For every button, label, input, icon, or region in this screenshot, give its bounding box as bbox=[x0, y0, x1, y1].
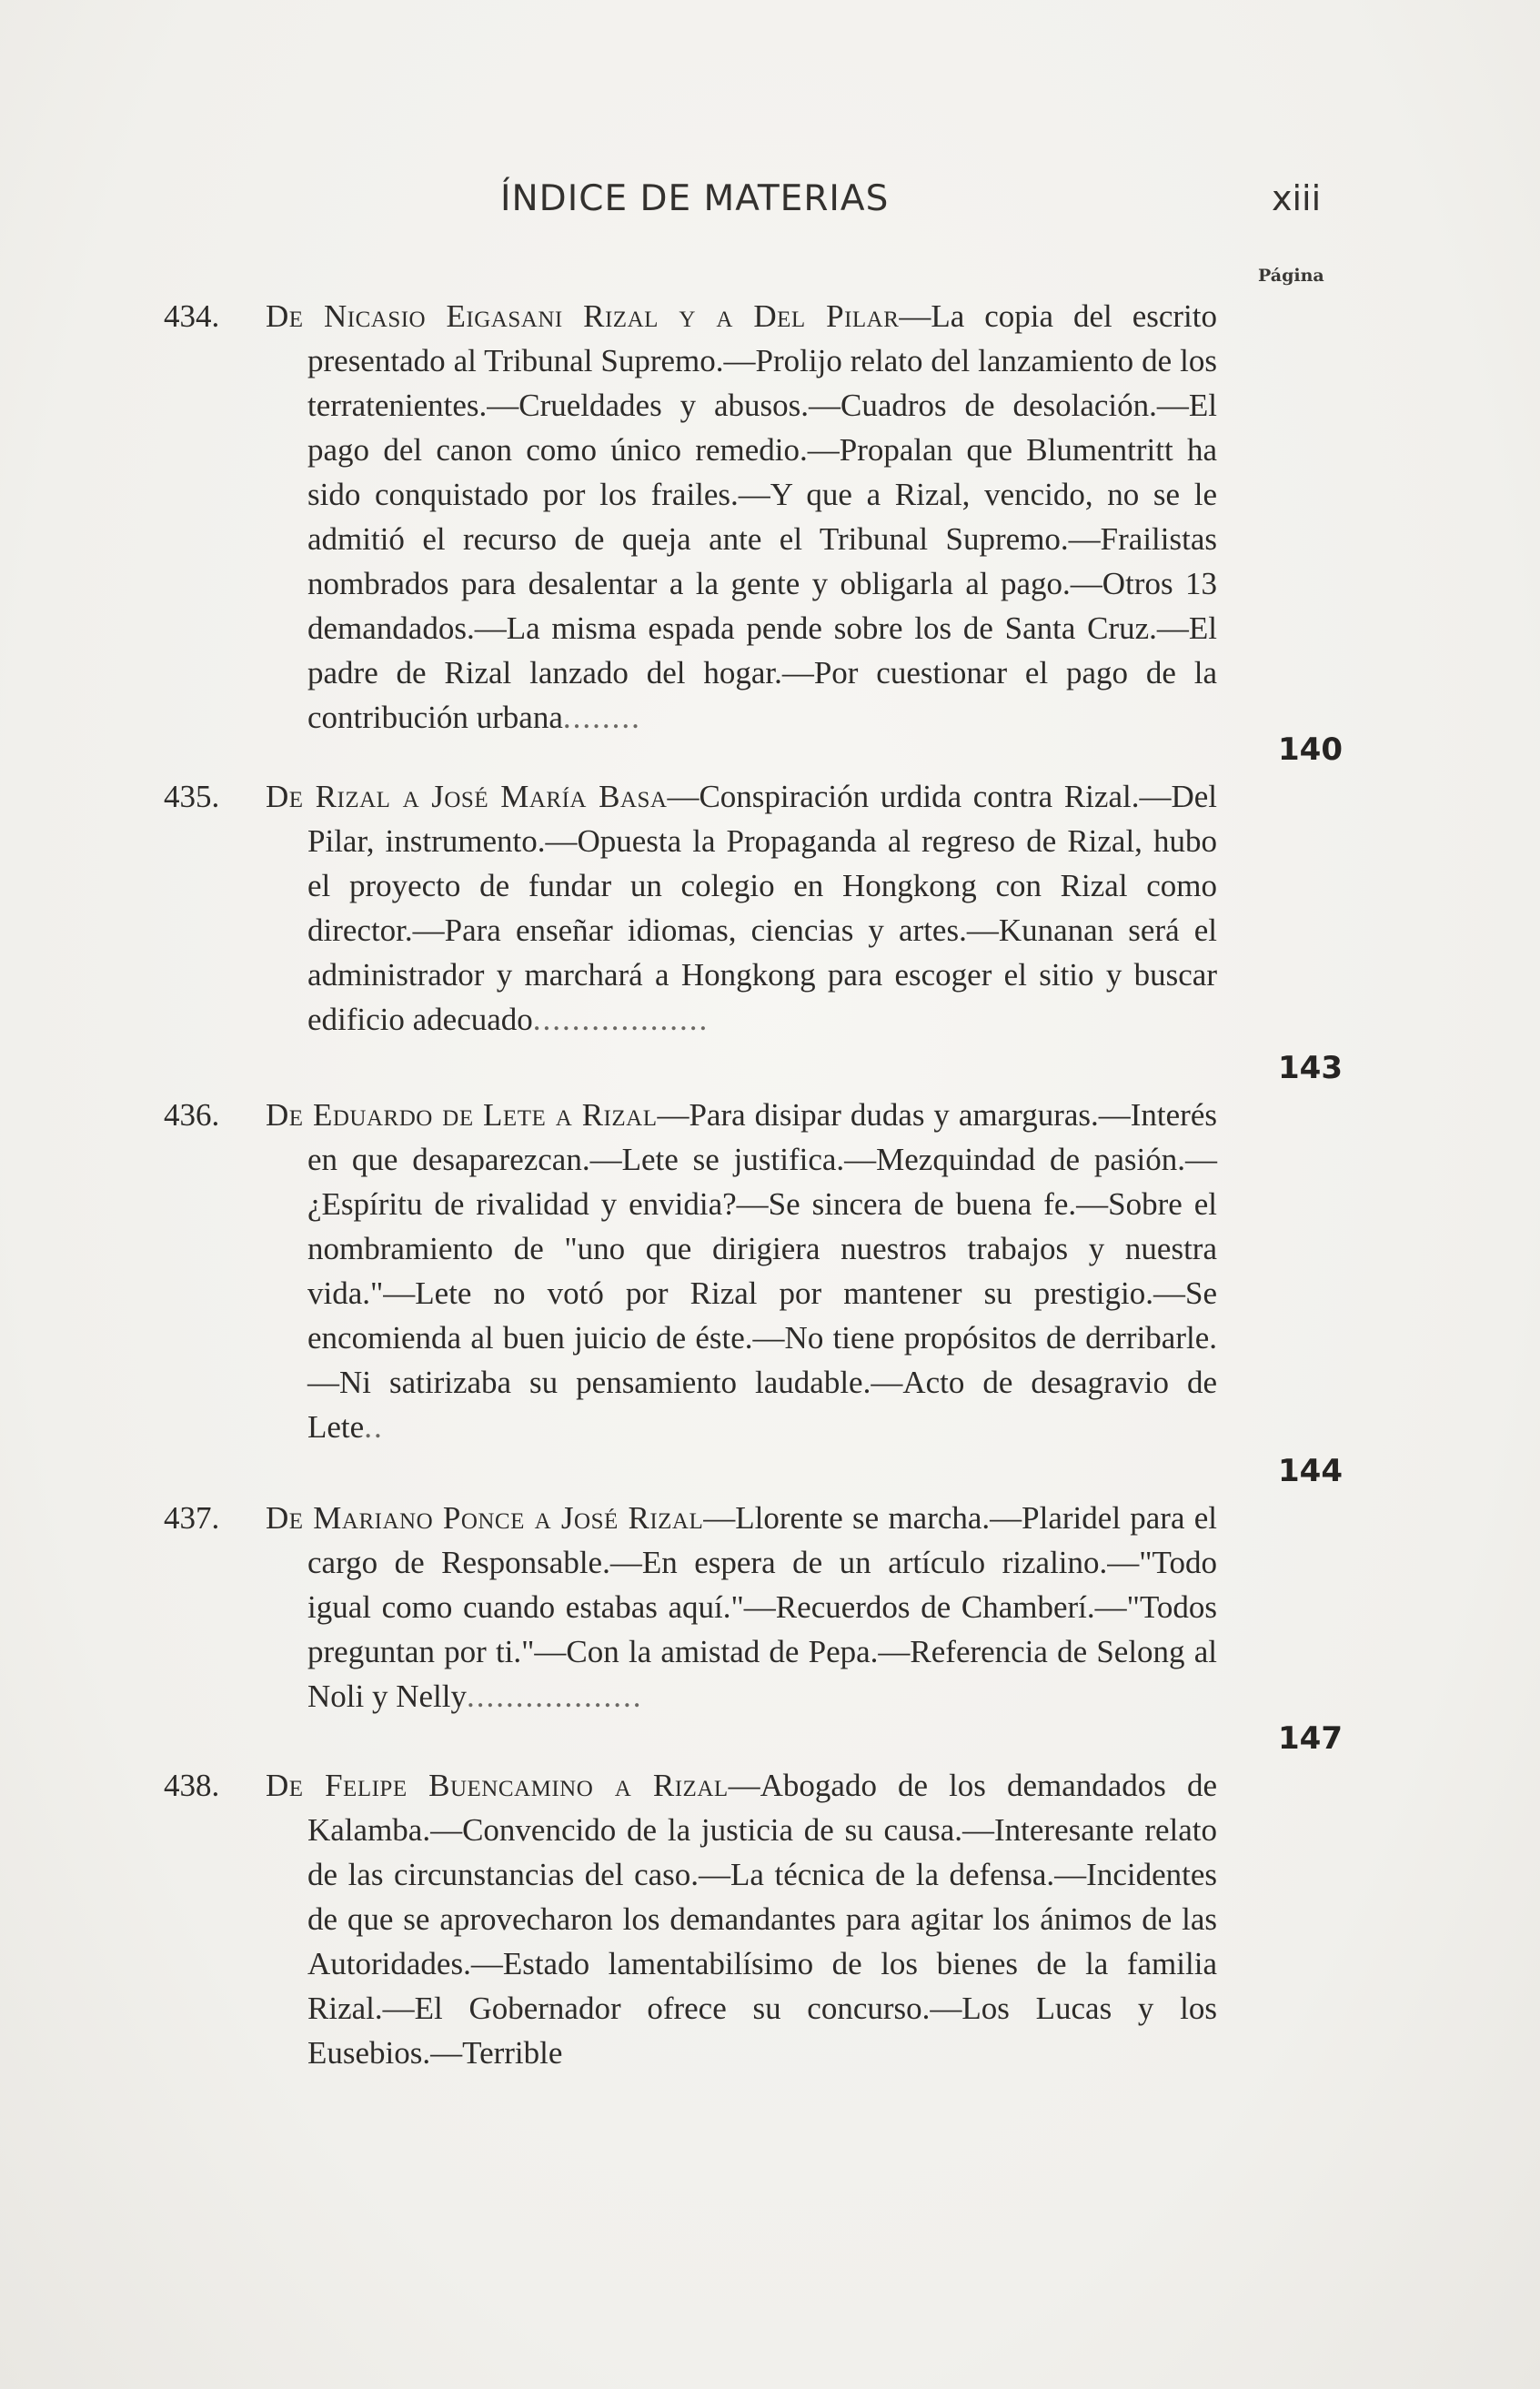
entry-number: 436. bbox=[164, 1097, 220, 1133]
entry-text bbox=[266, 774, 1217, 1042]
entry-description: —Llorente se marcha.—Plaridel para el cargo de Responsable.—En espera de un artículo rizalino.—"Todo igual como cuando estabas aquí."—Recuerdos de Chamberí.—"Todos preguntan por ti."—Con la amistad de Pepa.—Referencia de Selong al Noli y Nelly bbox=[307, 1500, 1217, 1714]
entry-heading: De Eduardo de Lete a Rizal bbox=[266, 1097, 658, 1133]
entry-number: 434. bbox=[164, 298, 220, 334]
dot-leader: .. bbox=[364, 1409, 384, 1445]
index-entry bbox=[0, 1763, 1540, 2075]
entry-heading: De Felipe Buencamino a Rizal bbox=[266, 1768, 729, 1803]
entry-page-number: 144 bbox=[1278, 1453, 1343, 1489]
entry-text bbox=[266, 294, 1217, 740]
dot-leader: .................. bbox=[532, 1002, 710, 1037]
dot-leader: ........ bbox=[562, 700, 641, 735]
index-entries bbox=[0, 294, 1540, 2075]
running-header bbox=[0, 178, 1540, 233]
entry-text bbox=[266, 1093, 1217, 1449]
entry-number: 435. bbox=[164, 779, 220, 814]
entry-page-number: 140 bbox=[1278, 731, 1343, 768]
entry-page-number: 147 bbox=[1278, 1720, 1343, 1757]
page-number: xiii bbox=[1272, 178, 1322, 218]
dot-leader: .................. bbox=[466, 1678, 643, 1714]
entry-description: —La copia del escrito presentado al Tribunal Supremo.—Prolijo relato del lanzamiento de los terratenientes.—Crueldades y abusos.—Cuadros de desolación.—El pago del canon como único remedio.—Propalan que Blumentritt ha sido conquistado por los frailes.—Y que a Rizal, vencido, no se le admitió el recurso de queja ante el Tribunal Supremo.—Frailistas nombrados para desalentar a la gente y obligarla al pago.—Otros 13 demandados.—La misma espada pende sobre los de Santa Cruz.—El padre de Rizal lanzado del hogar.—Por cuestionar el pago de la contribución urbana bbox=[307, 298, 1217, 735]
entry-number: 438. bbox=[164, 1768, 220, 1803]
page-column-label: Página bbox=[1258, 266, 1324, 286]
entry-description: —Para disipar dudas y amarguras.—Interés en que desaparezcan.—Lete se justifica.—Mezquindad de pasión.—¿Espíritu de rivalidad y envidia?—Se sincera de buena fe.—Sobre el nombramiento de "uno que dirigiera nuestros trabajos y nuestra vida."—Lete no votó por Rizal por mantener su prestigio.—Se encomienda al buen juicio de éste.—No tiene propósitos de derribarle.—Ni satirizaba su pensamiento laudable.—Acto de desagravio de Lete bbox=[307, 1097, 1217, 1445]
page-title: ÍNDICE DE MATERIAS bbox=[500, 178, 890, 219]
entry-description: —Conspiración urdida contra Rizal.—Del Pilar, instrumento.—Opuesta la Propaganda al regreso de Rizal, hubo el proyecto de fundar un colegio en Hongkong con Rizal como director.—Para enseñar idiomas, ciencias y artes.—Kunanan será el administrador y marchará a Hongkong para escoger el sitio y buscar edificio adecuado bbox=[307, 779, 1217, 1037]
index-entry bbox=[0, 774, 1540, 1093]
entry-heading: De Nicasio Eigasani Rizal y a Del Pilar bbox=[266, 298, 900, 334]
entry-text bbox=[266, 1496, 1217, 1719]
index-entry bbox=[0, 1093, 1540, 1496]
entry-heading: De Rizal a José María Basa bbox=[266, 779, 668, 814]
entry-number: 437. bbox=[164, 1500, 220, 1536]
entry-description: —Abogado de los demandados de Kalamba.—Convencido de la justicia de su causa.—Interesante relato de las circunstancias del caso.—La técnica de la defensa.—Incidentes de que se aprovecharon los demandantes para agitar los ánimos de las Autoridades.—Estado lamentabilísimo de los bienes de la familia Rizal.—El Gobernador ofrece su concurso.—Los Lucas y los Eusebios.—Terrible bbox=[307, 1768, 1217, 2071]
index-entry bbox=[0, 1496, 1540, 1763]
entry-page-number: 143 bbox=[1278, 1050, 1343, 1086]
entry-text bbox=[266, 1763, 1217, 2075]
index-entry bbox=[0, 294, 1540, 774]
entry-heading: De Mariano Ponce a José Rizal bbox=[266, 1500, 704, 1536]
